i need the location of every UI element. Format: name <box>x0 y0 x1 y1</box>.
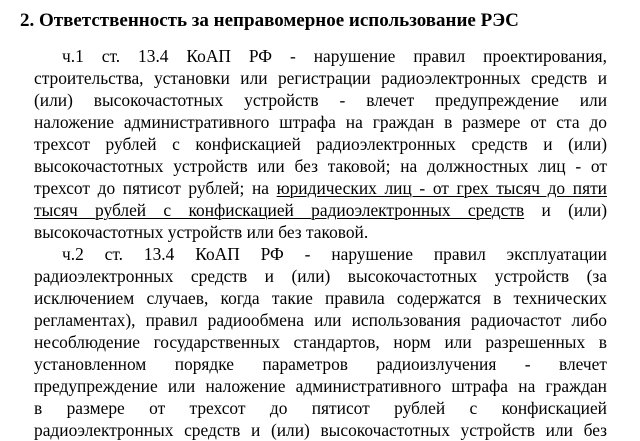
paragraph-2-line-5: несоблюдение государственных стандартов, норм или разрешенных в <box>34 332 607 352</box>
paragraph-1-line-6: высокочастотных устройств или без таковой; на должностных лиц - от <box>34 156 607 176</box>
paragraph-1-line-7 <box>34 177 607 199</box>
paragraph-1-line-9: высокочастотных устройств или без таковой. <box>34 222 369 242</box>
paragraph-1-line-1: ч.1 ст. 13.4 КоАП РФ - нарушение правил проектирования, <box>62 46 607 66</box>
paragraph-2-line-7: предупреждение или наложение административного штрафа на граждан <box>34 376 607 396</box>
underlined-fine-amount-text: тысяч рублей с конфискацией радиоэлектронных средств <box>34 200 525 220</box>
paragraph-1-line-4: наложение административного штрафа на граждан в размере от ста до <box>34 112 607 132</box>
paragraph-2-line-1: ч.2 ст. 13.4 КоАП РФ - нарушение правил эксплуатации <box>62 244 607 264</box>
paragraph-2-line-6: установленном порядке параметров радиоизлучения - влечет <box>34 354 607 374</box>
underlined-legal-entities-text: юридических лиц - от грех тысяч до пяти <box>276 178 607 198</box>
paragraph-2-line-4: регламентах), правил радиообмена или использования радиочастот либо <box>34 310 607 330</box>
paragraph-1-line-8 <box>34 199 607 221</box>
paragraph-1-line-5: трехсот рублей с конфискацией радиоэлектронных средств и (или) <box>34 134 607 154</box>
paragraph-2-line-8: в размере от трехсот до пятисот рублей с конфискацией <box>34 398 607 418</box>
paragraph-1-line-2: строительства, установки или регистрации радиоэлектронных средств и <box>34 68 607 88</box>
line-8-plain-text: и (или) <box>524 200 607 220</box>
paragraph-2-line-9: радиоэлектронных средств и (или) высокочастотных устройств или без <box>34 420 607 440</box>
paragraph-1-line-3: (или) высокочастотных устройств - влечет предупреждение или <box>34 90 607 110</box>
line-7-plain-text: трехсот до пятисот рублей; на <box>34 178 277 198</box>
paragraph-2-line-2: радиоэлектронных средств и (или) высокочастотных устройств (за <box>34 266 607 286</box>
paragraph-2-line-3: исключением случаев, когда такие правила содержатся в технических <box>34 288 607 308</box>
section-heading: 2. Ответственность за неправомерное использование РЭС <box>20 10 519 31</box>
